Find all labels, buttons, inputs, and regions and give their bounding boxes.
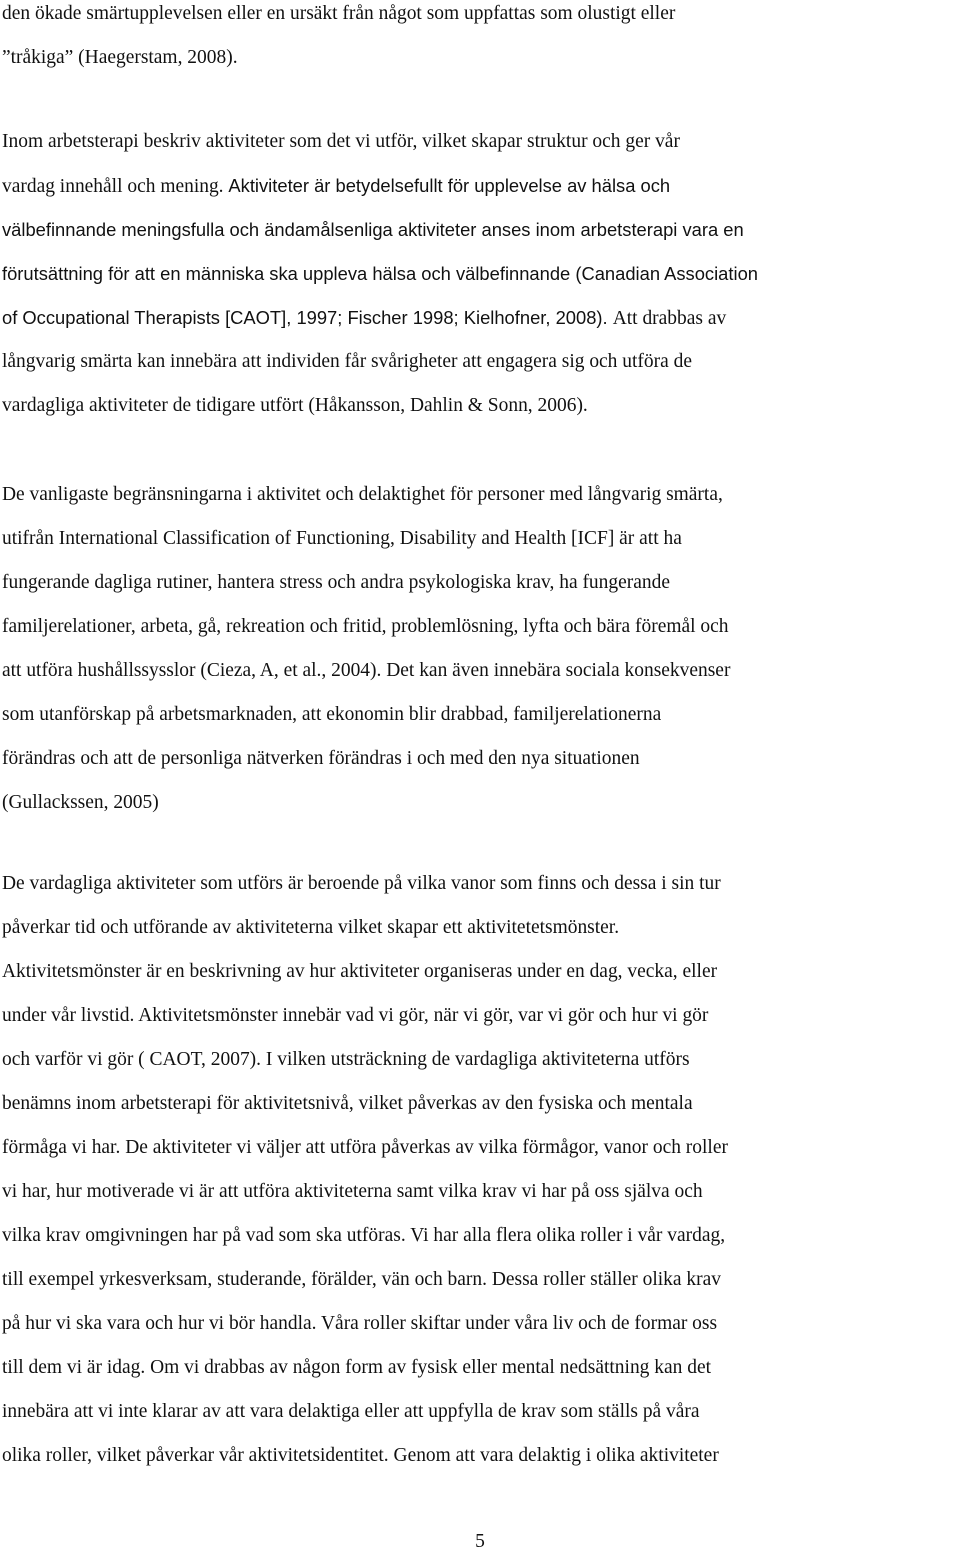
paragraph	[2, 120, 958, 428]
text-line	[2, 1258, 956, 1302]
text-segment: benämns inom arbetsterapi för aktivitetsnivå, vilket påverkas av den fysiska och mentala	[2, 1093, 693, 1114]
text-segment: fungerande dagliga rutiner, hantera stress och andra psykologiska krav, ha fungerande	[2, 572, 670, 593]
page-number: 5	[475, 1531, 485, 1552]
text-segment: vardagliga aktiviteter de tidigare utfört (Håkansson, Dahlin & Sonn, 2006).	[2, 395, 588, 416]
text-segment: De vardagliga aktiviteter som utförs är beroende på vilka vanor som finns och dessa i sin tur	[2, 873, 721, 894]
text-line	[2, 1390, 956, 1434]
paragraph	[2, 473, 958, 825]
text-line	[2, 693, 956, 737]
text-line	[2, 120, 956, 164]
text-line	[2, 1434, 956, 1478]
text-line	[2, 950, 956, 994]
text-line	[2, 1346, 956, 1390]
text-line	[2, 384, 956, 428]
text-segment: olika roller, vilket påverkar vår aktivitetsidentitet. Genom att vara delaktig i olika aktiviteter	[2, 1445, 719, 1466]
text-segment: på hur vi ska vara och hur vi bör handla. Våra roller skiftar under våra liv och de formar oss	[2, 1313, 718, 1334]
text-segment: De vanligaste begränsningarna i aktivitet och delaktighet för personer med långvarig smärta,	[2, 484, 723, 505]
text-line	[2, 994, 956, 1038]
text-line	[2, 781, 956, 825]
text-segment: vi har, hur motiverade vi är att utföra aktiviteterna samt vilka krav vi har på oss själva och	[2, 1181, 703, 1202]
text-segment: of Occupational Therapists [CAOT], 1997; Fischer 1998; Kielhofner, 2008).	[2, 307, 613, 328]
text-line	[2, 1082, 956, 1126]
text-line	[2, 1302, 956, 1346]
paragraph	[2, 862, 958, 1478]
text-line	[2, 906, 956, 950]
text-segment: vilka krav omgivningen har på vad som ska utföras. Vi har alla flera olika roller i vår vardag,	[2, 1225, 726, 1246]
text-segment: som utanförskap på arbetsmarknaden, att ekonomin blir drabbad, familjerelationerna	[2, 704, 662, 725]
text-segment: Inom arbetsterapi beskriv aktiviteter som det vi utför, vilket skapar struktur och ger vår	[2, 131, 680, 152]
text-segment: ”tråkiga” (Haegerstam, 2008).	[2, 47, 238, 68]
text-line	[2, 36, 956, 80]
text-segment: välbefinnande meningsfulla och ändamålsenliga aktiviteter anses inom arbetsterapi vara en	[2, 219, 744, 240]
text-line	[2, 164, 956, 208]
text-line	[2, 340, 956, 384]
text-segment: den ökade smärtupplevelsen eller en ursäkt från något som uppfattas som olustigt eller	[2, 3, 676, 24]
text-segment: till dem vi är idag. Om vi drabbas av någon form av fysisk eller mental nedsättning kan det	[2, 1357, 711, 1378]
text-segment: innebära att vi inte klarar av att vara delaktiga eller att uppfylla de krav som ställs på våra	[2, 1401, 700, 1422]
text-line	[2, 208, 956, 252]
text-segment: till exempel yrkesverksam, studerande, förälder, vän och barn. Dessa roller ställer olika krav	[2, 1269, 721, 1290]
text-line	[2, 737, 956, 781]
text-line	[2, 1038, 956, 1082]
text-segment: påverkar tid och utförande av aktiviteterna vilket skapar ett aktivitetetsmönster.	[2, 917, 620, 938]
text-line	[2, 605, 956, 649]
text-line	[2, 1170, 956, 1214]
text-line	[2, 252, 956, 296]
paragraph	[2, 0, 958, 80]
text-segment: Aktiviteter är betydelsefullt för upplevelse av hälsa och	[228, 175, 671, 196]
text-line	[2, 649, 956, 693]
text-line	[2, 473, 956, 517]
text-segment: utifrån International Classification of Functioning, Disability and Health [ICF] är att ha	[2, 528, 682, 549]
text-line	[2, 517, 956, 561]
text-segment: och varför vi gör ( CAOT, 2007). I vilken utsträckning de vardagliga aktiviteterna utförs	[2, 1049, 690, 1070]
text-segment: att utföra hushållssysslor (Cieza, A, et al., 2004). Det kan även innebära sociala konsekvenser	[2, 660, 731, 681]
text-line	[2, 1126, 956, 1170]
text-line	[2, 0, 956, 36]
text-segment: Att drabbas av	[612, 308, 727, 329]
text-segment: under vår livstid. Aktivitetsmönster innebär vad vi gör, när vi gör, var vi gör och hur vi gör	[2, 1005, 709, 1026]
text-line	[2, 862, 956, 906]
text-line	[2, 1214, 956, 1258]
text-segment: Aktivitetsmönster är en beskrivning av hur aktiviteter organiseras under en dag, vecka, eller	[2, 961, 718, 982]
text-segment: förmåga vi har. De aktiviteter vi väljer att utföra påverkas av vilka förmågor, vanor och roller	[2, 1137, 728, 1158]
text-segment: vardag innehåll och mening.	[2, 176, 229, 197]
text-line	[2, 561, 956, 605]
text-segment: förutsättning för att en människa ska uppleva hälsa och välbefinnande (Canadian Association	[2, 263, 758, 284]
text-line	[2, 296, 956, 340]
text-segment: långvarig smärta kan innebära att individen får svårigheter att engagera sig och utföra de	[2, 351, 692, 372]
text-segment: familjerelationer, arbeta, gå, rekreation och fritid, problemlösning, lyfta och bära föremål och	[2, 616, 729, 637]
text-segment: förändras och att de personliga nätverken förändras i och med den nya situationen	[2, 748, 640, 769]
text-segment: (Gullackssen, 2005)	[2, 792, 159, 813]
